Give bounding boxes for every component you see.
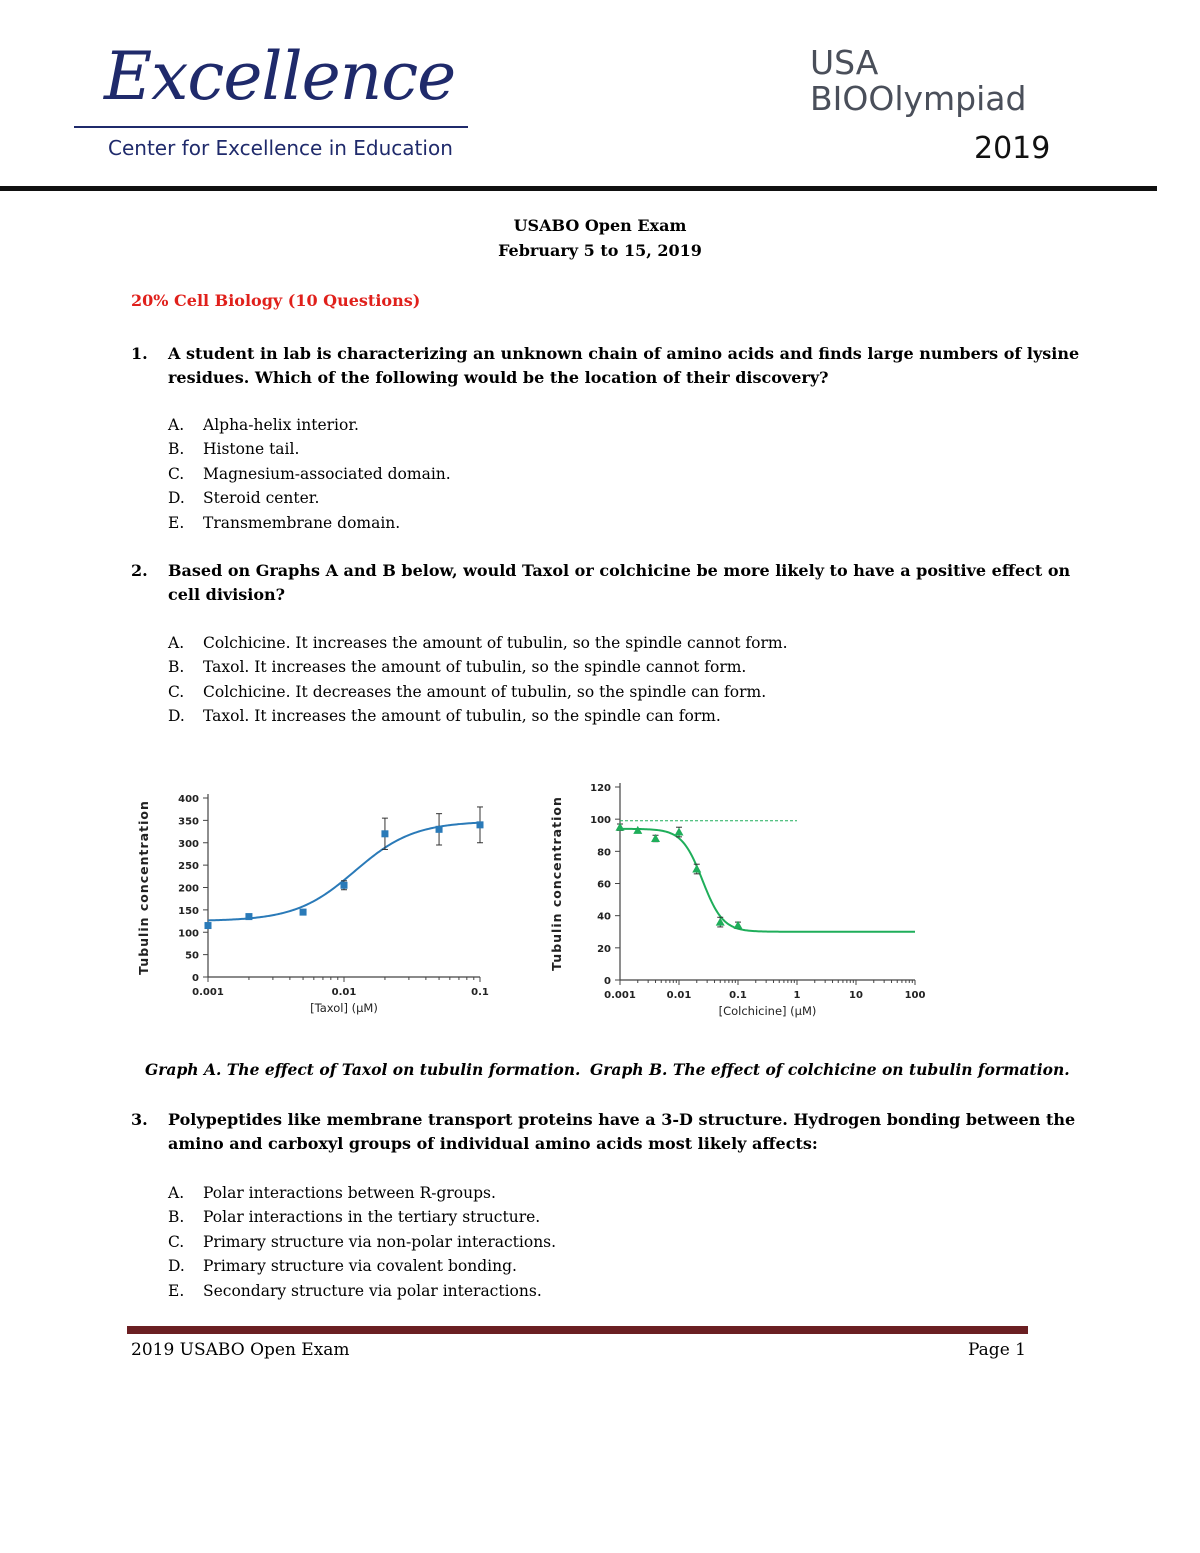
option-letter: C.	[168, 464, 185, 483]
y-tick-label: 300	[178, 838, 199, 850]
y-tick-label: 200	[178, 883, 199, 895]
x-tick-label: 10	[849, 990, 863, 1001]
option-letter: D.	[168, 1257, 185, 1276]
option-letter: B.	[168, 658, 185, 677]
graph-b-caption: Graph B. The effect of colchicine on tubulin formation.	[590, 1060, 1070, 1079]
y-tick-label: 150	[178, 905, 199, 917]
question-text-line: Based on Graphs A and B below, would Taxol or colchicine be more likely to have a positive effect on	[168, 561, 1071, 580]
y-tick-label: 100	[178, 928, 199, 940]
data-point	[692, 865, 701, 873]
y-tick-label: 350	[178, 816, 199, 828]
y-tick-label: 120	[590, 783, 611, 794]
footer-page-number: Page 1	[968, 1340, 1026, 1360]
x-tick-label: 0.1	[729, 990, 747, 1001]
option-text: Polar interactions in the tertiary structure.	[203, 1208, 541, 1227]
x-tick-label: 0.01	[666, 990, 692, 1001]
x-tick-label: 0.1	[471, 987, 489, 998]
question-2-options	[168, 631, 788, 729]
x-axis-label: [Colchicine] (μM)	[718, 1004, 817, 1018]
option-text: Taxol. It increases the amount of tubulin, so the spindle cannot form.	[203, 658, 747, 677]
y-tick-label: 0	[604, 976, 611, 987]
graph-a-caption: Graph A. The effect of Taxol on tubulin formation.	[145, 1060, 581, 1079]
data-point	[734, 921, 743, 929]
section-title: 20% Cell Biology (10 Questions)	[131, 291, 421, 310]
data-point	[205, 922, 212, 929]
answer-option	[168, 704, 788, 728]
question-1-options	[168, 413, 451, 535]
question-text-line: residues. Which of the following would be the location of their discovery?	[168, 368, 829, 387]
option-text: Transmembrane domain.	[203, 513, 401, 532]
exam-title: USABO Open Exam	[513, 216, 687, 235]
y-tick-label: 40	[597, 911, 611, 923]
y-axis-label: Tubulin concentration	[136, 800, 151, 975]
answer-option	[168, 413, 451, 437]
cee-logo-script: Excellence	[104, 38, 456, 115]
option-text: Histone tail.	[203, 440, 300, 459]
question-3	[131, 1108, 1111, 1156]
option-text: Steroid center.	[203, 489, 320, 508]
answer-option	[168, 437, 451, 461]
answer-option	[168, 1181, 556, 1205]
y-axis-label: Tubulin concentration	[549, 796, 564, 971]
answer-option	[168, 1230, 556, 1254]
option-text: Magnesium-associated domain.	[203, 464, 451, 483]
answer-option	[168, 1254, 556, 1278]
answer-option	[168, 511, 451, 535]
answer-option	[168, 655, 788, 679]
x-tick-label: 1	[793, 990, 801, 1001]
y-tick-label: 250	[178, 861, 199, 873]
answer-option	[168, 1279, 556, 1303]
data-point	[477, 821, 484, 828]
question-text-line: cell division?	[168, 585, 286, 604]
y-tick-label: 100	[590, 815, 611, 827]
exam-dates: February 5 to 15, 2019	[498, 241, 702, 260]
option-letter: C.	[168, 1232, 185, 1251]
question-number: 3.	[131, 1110, 148, 1129]
option-text: Polar interactions between R-groups.	[203, 1184, 496, 1202]
x-tick-label: 0.001	[192, 987, 224, 998]
option-text: Secondary structure via polar interactions.	[203, 1281, 542, 1300]
answer-option	[168, 631, 788, 655]
x-axis-label: [Taxol] (μM)	[310, 1001, 378, 1015]
usa-biolympiad-logo	[808, 43, 1068, 176]
y-tick-label: 400	[178, 794, 199, 805]
question-number: 1.	[131, 344, 148, 363]
answer-option	[168, 486, 451, 510]
option-letter: B.	[168, 440, 185, 459]
usa-biolympiad-logo-year: 2019	[974, 131, 1051, 166]
option-letter: D.	[168, 707, 185, 726]
answer-option	[168, 462, 451, 486]
answer-option	[168, 1205, 556, 1229]
option-letter: A.	[168, 634, 185, 652]
data-point	[300, 909, 307, 916]
data-point	[381, 830, 388, 837]
y-tick-label: 20	[597, 943, 611, 955]
option-letter: B.	[168, 1208, 185, 1227]
option-letter: D.	[168, 489, 185, 508]
question-2	[131, 559, 1111, 607]
data-point	[616, 823, 625, 831]
usa-biolympiad-logo-line1: USA	[810, 43, 879, 82]
option-text: Primary structure via non-polar interactions.	[203, 1232, 557, 1251]
x-tick-label: 0.01	[331, 987, 357, 998]
option-text: Colchicine. It increases the amount of tubulin, so the spindle cannot form.	[203, 634, 788, 652]
y-tick-label: 50	[185, 950, 199, 962]
y-tick-label: 80	[597, 847, 611, 859]
option-letter: A.	[168, 1184, 185, 1202]
cee-logo-subtitle: Center for Excellence in Education	[108, 136, 453, 160]
option-letter: A.	[168, 416, 185, 434]
question-number: 2.	[131, 561, 148, 580]
answer-option	[168, 680, 788, 704]
data-point	[651, 834, 660, 842]
question-text-line: A student in lab is characterizing an unknown chain of amino acids and finds large numbers of lysine	[168, 344, 1080, 363]
graph-b-colchicine	[545, 775, 945, 1035]
fit-curve	[620, 829, 915, 932]
x-tick-label: 100	[904, 990, 926, 1001]
data-point	[436, 826, 443, 833]
option-text: Alpha-helix interior.	[203, 416, 359, 434]
x-tick-label: 0.001	[604, 990, 636, 1001]
question-3-options	[168, 1181, 556, 1303]
cee-logo	[74, 38, 474, 168]
usa-biolympiad-logo-line2: BIOOlympiad	[810, 79, 1027, 118]
question-text-line: Polypeptides like membrane transport proteins have a 3-D structure. Hydrogen bonding between the	[168, 1110, 1076, 1129]
question-text-line: amino and carboxyl groups of individual amino acids most likely affects:	[168, 1134, 818, 1153]
option-letter: C.	[168, 682, 185, 701]
cee-logo-rule	[74, 126, 468, 128]
y-tick-label: 0	[192, 973, 199, 984]
y-tick-label: 60	[597, 879, 611, 891]
data-point	[341, 882, 348, 889]
footer-divider	[127, 1326, 1028, 1334]
header-divider	[0, 186, 1157, 191]
option-text: Colchicine. It decreases the amount of tubulin, so the spindle can form.	[203, 682, 767, 701]
data-point	[245, 913, 252, 920]
footer-exam-name: 2019 USABO Open Exam	[131, 1340, 350, 1360]
question-1	[131, 342, 1111, 390]
graph-a-taxol	[130, 780, 500, 1030]
option-letter: E.	[168, 513, 185, 532]
option-letter: E.	[168, 1281, 185, 1300]
option-text: Taxol. It increases the amount of tubulin, so the spindle can form.	[203, 707, 721, 726]
data-point	[675, 828, 684, 836]
option-text: Primary structure via covalent bonding.	[203, 1257, 517, 1276]
